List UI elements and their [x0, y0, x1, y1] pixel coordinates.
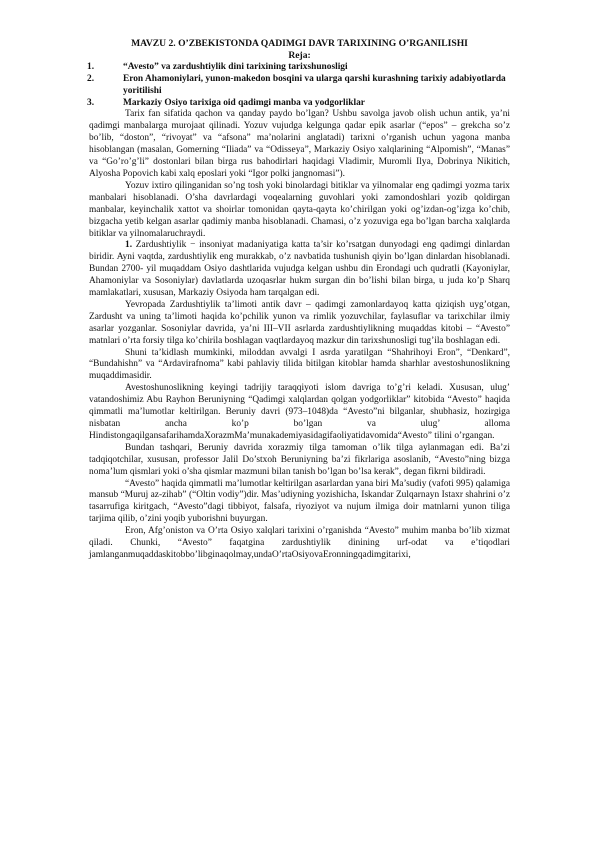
- paragraph-text: Bundan tashqari, Beruniy davrida xorazmiy tilga tamoman o’lik tilga aylanmagan edi. Ba’zi tadqiqotchilar, xususan, professor Jalil Do’stxoh Beruniyning ba’zi fikrlariga asoslanib, “Avesto”ning bizga noma’lum qismlari yoki o’sha qismlar mazmuni bilan tanish bo’lgan bo’lsa kerak”, degan fikrni bildiradi.: [89, 442, 510, 477]
- paragraph-text: Tarix fan sifatida qachon va qanday paydo bo’lgan? Ushbu savolga javob olish uchun antik, ya’ni qadimgi manbalarga murojaat qilinadi. Yozuv vujudga kelgunga qadar epik asarlar (“epos” – grekcha so’z bo’lib, “doston”, “rivoyat” va “afsona” ma’nolarini anglatadi) tarixni o’rganish uchun yagona manba hisoblangan (masalan, Gomerning “Iliada” va “Odisseya”, Markaziy Osiyo xalqlarining “Alpomish”, “Manas” va “Go’ro’g’li” dostonlari bilan birga rus bahodirlari haqidagi Vladimir, Muromli Ilya, Dobrinya Nikitich, Alyosha Popovich kabi xalq eposlari yoki “Igor polki jangnomasi”).: [89, 109, 510, 179]
- plan-item: [89, 62, 510, 74]
- paragraph: [89, 240, 510, 300]
- paragraph: [89, 383, 510, 443]
- paragraph-text: “Avesto” haqida qimmatli ma’lumotlar keltirilgan asarlardan yana biri Ma’sudiy (vafoti 995) qalamiga mansub “Muruj az-zihab” (“Oltin vodiy”)dir. Mas’udiyning yozishicha, Iskandar Zulqarnayn Istaxr shahrini o’z tasarrufiga kiritgach, “Avesto”dagi tibbiyot, falsafa, riyoziyot va nujum ilmiga doir matnlarni yunon tiliga tarjima qilib, o’zini yoqib yuborishni buyurgan.: [89, 478, 510, 525]
- paragraph-text: Yevropada Zardushtiylik ta’limoti antik davr – qadimgi zamonlardayoq katta qiziqish uyg’otgan, Zardusht va uning ta’limoti haqida ko’pchilik yunon va rimlik yozuvchilar, faylasuflar va tarixchilar ilmiy asarlar yozganlar. Sosoniylar davrida, ya’ni III–VII asrlarda zardushtiylikning muqaddas kitobi – “Avesto” matnlari o’rta forsiy tilga ko’chirila boshlagan vaqtlardayoq mazkur din tarixshunosligi tug’ila boshlagan edi.: [89, 299, 510, 346]
- paragraph: [89, 181, 510, 241]
- page-title: MAVZU 2. O’ZBEKISTONDA QADIMGI DAVR TARIXINING O’RGANILISHI: [131, 38, 468, 49]
- paragraph: [89, 443, 510, 479]
- paragraph-text: Yozuv ixtiro qilinganidan so’ng tosh yoki binolardagi bitiklar va yilnomalar eng qadimgi yozma tarix manbalari hisoblanadi. O’sha davrlardagi voqealarning guvohlari yoki zamondoshlari yozib qoldirgan manbalar, keyinchalik xattot va shoirlar tomonidan qayta-qayta ko’chirilgan yoki og’izdan-og’izga ko’chib, bizgacha yetib kelgan asarlar qadimiy manba hisoblanadi. Chamasi, o’z yozuviga ega bo’lgan barcha xalqlarda bitiklar va yilnomalaruchraydi.: [89, 180, 510, 239]
- paragraph: [89, 300, 510, 348]
- plan-item-text: “Avesto” va zardushtiylik dini tarixining tarixshunosligi: [123, 61, 348, 72]
- paragraph-text: Eron, Afg’oniston va O’rta Osiyo xalqlari tarixini o’rganishda “Avesto” muhim manba bo’lib xizmat qiladi. Chunki, “Avesto” faqatgina zardushtiylik dinining urf-odat va e’tiqodlari jamlanganmuqaddaskitobbo’libginaqolmay,undaO’rtaOsiyovaEronningqadimgitarixi,: [89, 526, 510, 560]
- plan-item: [89, 74, 510, 98]
- section-number: 1.: [125, 240, 133, 251]
- plan-item-text: Markaziy Osiyo tarixiga oid qadimgi manba va yodgorliklar: [123, 97, 365, 108]
- plan-item-number: 3.: [87, 97, 95, 108]
- paragraph-text: Shuni ta’kidlash mumkinki, miloddan avvalgi I asrda yaratilgan “Shahrihoyi Eron”, “Denkard”, “Bundahishn” va “Ardavirafnoma” kabi pahlaviy tilida bitilgan kitoblar hamda sharhlar avestoshunoslikning muqaddimasidir.: [89, 347, 510, 382]
- plan-list: [89, 62, 510, 110]
- plan-heading: Reja:: [288, 49, 311, 61]
- plan-item-number: 1.: [87, 61, 95, 72]
- plan-item-text: Eron Ahamoniylari, yunon-makedon bosqini va ularga qarshi kurashning tarixiy adabiyotlarda yoritilishi: [123, 73, 506, 96]
- paragraph-text: Zardushtiylik − insoniyat madaniyatiga katta ta’sir ko’rsatgan dunyodagi eng qadimgi dinlardan biridir. Ayni vaqtda, zardushtiylik eng murakkab, o’z navbatida tushunish qiyin bo’lgan dinlardan hisoblanadi. Bundan 2700- yil muqaddam Osiyo dashtlarida vujudga kelgan ushbu din Erondagi uch qudratli (Kayoniylar, Ahamoniylar va Sosoniylar) davlatlarda uzoqasrlar hukm surgan din bo’lishi bilan birga, u juda ko’p Sharq mamlakatlari, xususan, Markaziy Osiyoda ham tarqalgan edi.: [89, 240, 510, 299]
- body-text: [89, 109, 510, 561]
- plan-item-number: 2.: [87, 73, 95, 84]
- paragraph-text: Avestoshunoslikning keyingi tadrijiy taraqqiyoti islom davriga to’g’ri keladi. Xususan, ulug’ vatandoshimiz Abu Rayhon Beruniyning “Qadimgi xalqlardan qolgan yodgorliklar” kitobida “Avesto” haqida qimmatli ma’lumotlar keltirilgan. Beruniy davri (973–1048)da “Avesto”ni bilganlar, shubhasiz, hozirgiga nisbatan ancha ko’p bo’lgan va ulug’ alloma HindistongaqilgansafarihamdaXorazmMa’munakademiyasidagifaoliyatidavomida“Avesto” tilini o’rgangan.: [89, 383, 510, 441]
- plan-item: [89, 98, 510, 110]
- paragraph: [89, 479, 510, 527]
- document-page: [89, 38, 510, 562]
- paragraph: [89, 109, 510, 180]
- paragraph: [89, 348, 510, 384]
- paragraph: [89, 526, 510, 562]
